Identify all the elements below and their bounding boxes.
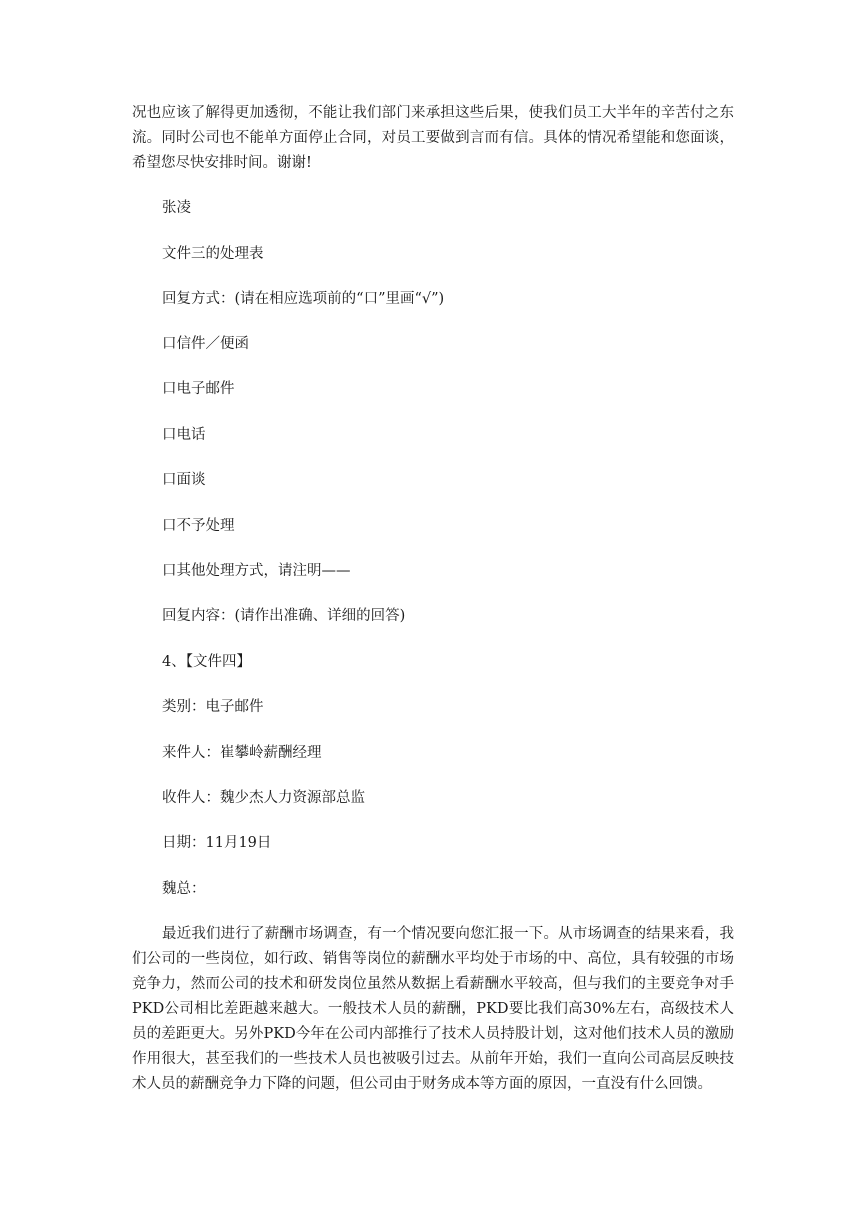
date-line: 日期：11月19日 [162, 835, 272, 851]
table-title: 文件三的处理表 [162, 246, 264, 262]
recipient-line: 收件人：魏少杰人力资源部总监 [162, 790, 365, 806]
category-line: 类别：电子邮件 [162, 699, 264, 715]
salutation: 魏总： [162, 881, 206, 897]
signature: 张凌 [162, 200, 191, 216]
option-phone: 口电话 [162, 427, 206, 443]
file4-heading: 4、【文件四】 [162, 654, 251, 670]
option-other: 口其他处理方式，请注明—— [162, 563, 351, 579]
option-face-to-face: 口面谈 [162, 472, 206, 488]
sender-line: 来件人：崔攀岭薪酬经理 [162, 745, 322, 761]
reply-content-label: 回复内容：(请作出准确、详细的回答) [162, 608, 406, 624]
option-letter-memo: 口信件／便函 [162, 336, 249, 352]
intro-paragraph: 况也应该了解得更加透彻，不能让我们部门来承担这些后果，使我们员工大半年的辛苦付之东流。同时公司也不能单方面停止合同，对员工要做到言而有信。具体的情况希望能和您面谈，希望您尽快安排时间。谢谢! [132, 105, 734, 171]
body-paragraph: 最近我们进行了薪酬市场调查，有一个情况要向您汇报一下。从市场调查的结果来看，我们公司的一些岗位，如行政、销售等岗位的薪酬水平均处于市场的中、高位，具有较强的市场竞争力，然而公司的技术和研发岗位虽然从数据上看薪酬水平较高，但与我们的主要竞争对手PKD公司相比差距越来越大。一般技术人员的薪酬，PKD要比我们高30%左右，高级技术人员的差距更大。另外PKD今年在公司内部推行了技术人员持股计划，这对他们技术人员的激励作用很大，甚至我们的一些技术人员也被吸引过去。从前年开始，我们一直向公司高层反映技术人员的薪酬竞争力下降的问题，但公司由于财务成本等方面的原因，一直没有什么回馈。 [132, 926, 734, 1092]
reply-method-label: 回复方式：(请在相应选项前的“口”里画“√”) [162, 291, 445, 307]
option-no-action: 口不予处理 [162, 518, 235, 534]
option-email: 口电子邮件 [162, 381, 235, 397]
